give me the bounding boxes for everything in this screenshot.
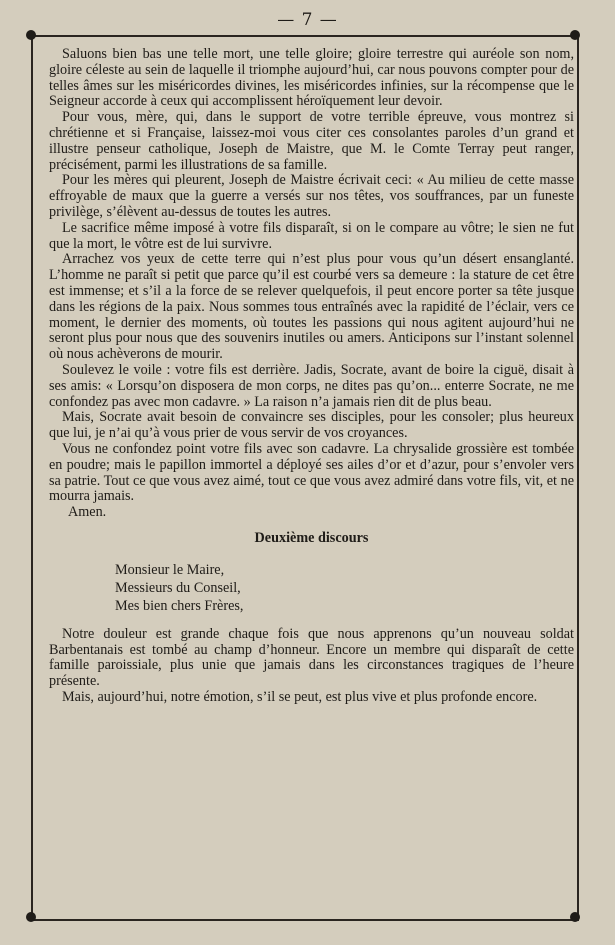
corner-ornament [26, 912, 36, 922]
paragraph: Pour vous, mère, qui, dans le support de votre terrible épreuve, vous montrez si chrétienne et si Française, laissez-moi vous citer ces consolantes paroles d’un grand et illustre penseur catholique, Joseph de Maistre, que M. le Comte Terray peut ranger, précisément, parmi les illustrations de sa famille. [49, 109, 574, 173]
paragraph: Vous ne confondez point votre fils avec son cadavre. La chrysalide grossière est tombée en poudre; mais le papillon immortel a déployé ses ailes d’or et d’azur, pour s’envoler vers sa patrie. Tout ce que vous avez aimé, tout ce que vous avez admiré dans votre fils, vit, et ne mourra jamais. [49, 440, 574, 505]
corner-ornament [26, 30, 36, 40]
paragraph: Pour les mères qui pleurent, Joseph de Maistre écrivait ceci: « Au milieu de cette masse effroyable de maux que la guerre a versés sur nos têtes, vos souffrances, par un funeste privilège, s’élèvent au-dessus de toutes les autres. [49, 172, 574, 220]
amen-line: Amen. [68, 504, 107, 521]
sermon-text [49, 47, 574, 706]
salutation-block [115, 561, 574, 615]
salutation-line: Mes bien chers Frères, [115, 597, 244, 614]
salutation-line: Monsieur le Maire, [115, 561, 225, 578]
paragraph: Le sacrifice même imposé à votre fils disparaît, si on le compare au vôtre; le sien ne fut que la mort, le vôtre est de lui survivre. [49, 219, 574, 252]
paragraph: Saluons bien bas une telle mort, une telle gloire; gloire terrestre qui auréole son nom, gloire céleste au sein de laquelle il triomphe aujourd’hui, car nous pouvons compter pour de telles âmes sur les miséricordes divines, les miséricordes infinies, sur la récompense que le Seigneur accorde à ceux qui accomplissent héroïquement leur devoir. [49, 46, 574, 110]
salutation-line: Messieurs du Conseil, [115, 579, 241, 596]
corner-ornament [570, 912, 580, 922]
paragraph: Notre douleur est grande chaque fois que nous apprenons qu’un nouveau soldat Barbentanais est tombé au champ d’honneur. Encore un membre qui disparaît de cette famille paroissiale, plus unie que jamais dans les circonstances tragiques de l’heure présente. [49, 625, 574, 690]
section-heading: Deuxième discours [254, 529, 369, 546]
paragraph: Mais, Socrate avait besoin de convaincre ses disciples, pour les consoler; plus heureux que lui, je n’ai qu’à vous prier de vous servir de vos croyances. [49, 409, 574, 442]
corner-ornament [570, 30, 580, 40]
paragraph: Soulevez le voile : votre fils est derrière. Jadis, Socrate, avant de boire la ciguë, disait à ses amis: « Lorsqu’on disposera de mon corps, ne dites pas qu’on... enterre Socrate, ne me confondez pas avec mon cadavre. » La raison n’a jamais rien dit de plus beau. [49, 361, 574, 410]
page-number: — 7 — [277, 10, 338, 30]
paragraph: Arrachez vos yeux de cette terre qui n’est plus pour vous qu’un désert ensanglanté. L’homme ne paraît si petit que parce qu’il est courbé vers sa demeure : la stature de cet être est immense; et s’il a la force de se relever quelquefois, il peut encore porter sa tête jusque dans les régions de la paix. Nous sommes tous entraînés avec la rapidité de l’éclair, vers ce moment, le dernier des moments, où toutes les passions qui nous agitent aujourd’hui ne seront plus pour nous que des souvenirs inutiles ou amers. Anticipons sur l’instant solennel où nous achèverons de mourir. [49, 251, 574, 363]
paragraph: Mais, aujourd’hui, notre émotion, s’il se peut, est plus vive et plus profonde encore. [62, 688, 538, 705]
